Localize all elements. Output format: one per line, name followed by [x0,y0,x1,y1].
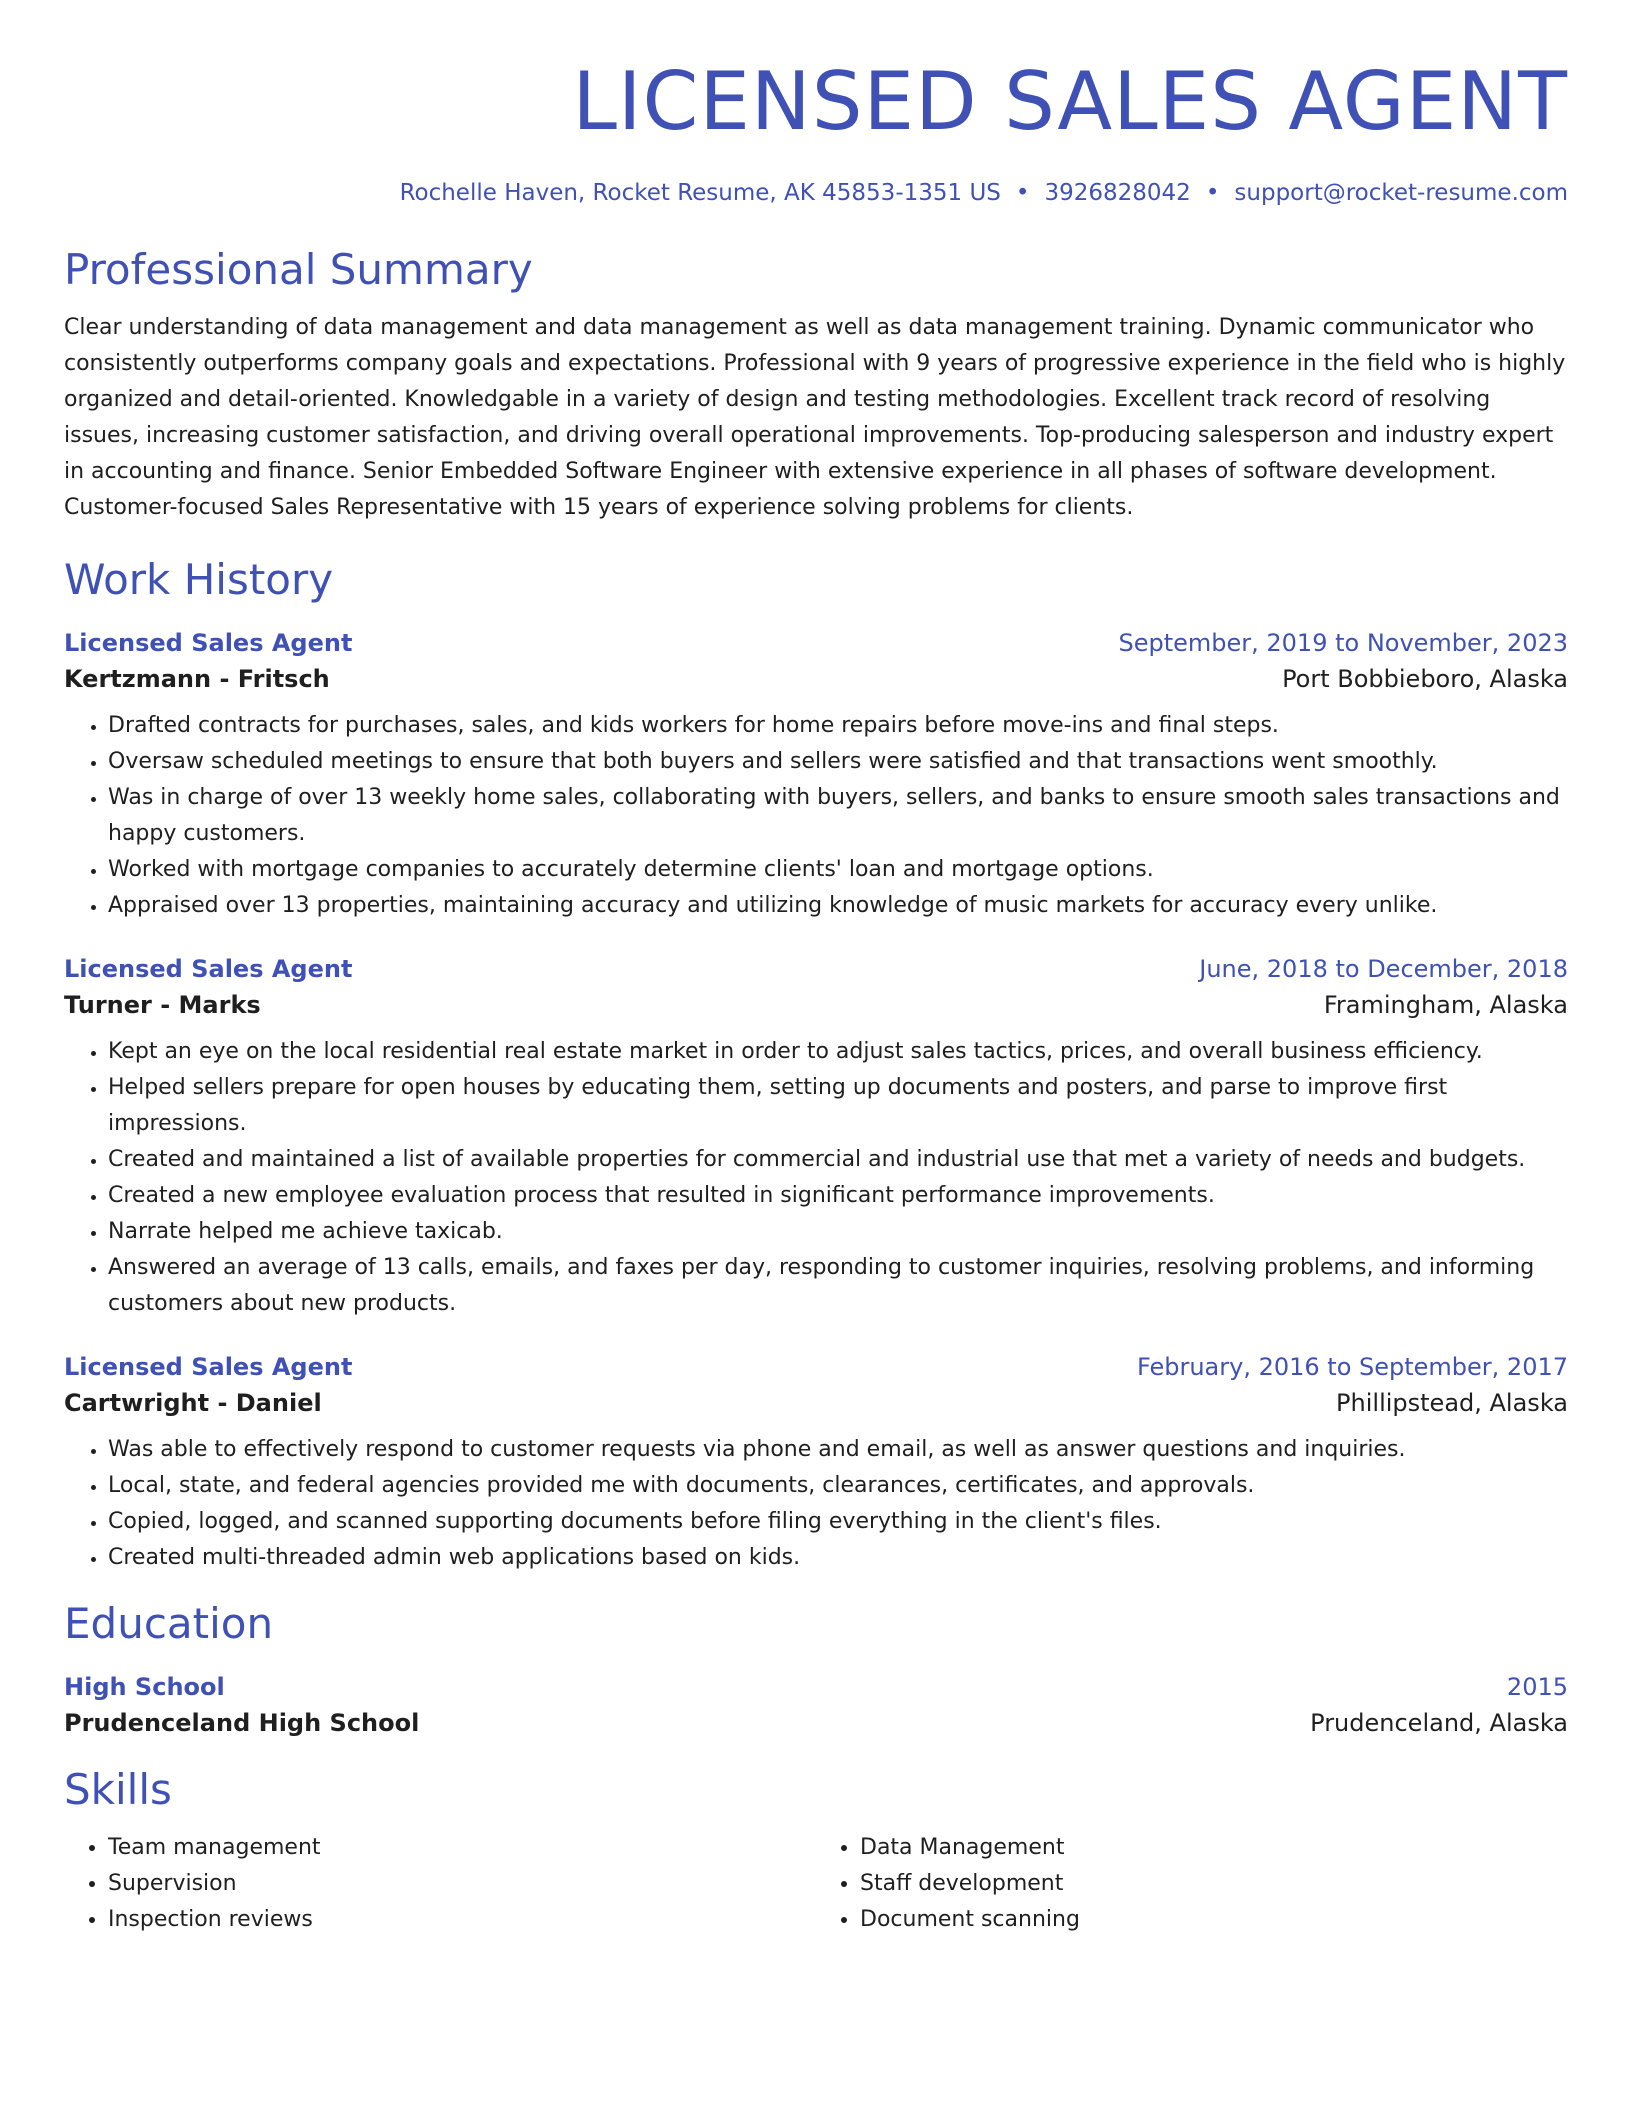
job-dates: September, 2019 to November, 2023 [1118,629,1568,657]
list-item: • Drafted contracts for purchases, sales, and kids workers for home repairs before move-ins and final steps. [108,708,1568,744]
list-item: • Created and maintained a list of available properties for commercial and industrial use that met a variety of needs and budgets. [108,1142,1568,1178]
job-location: Framingham, Alaska [1323,991,1568,1019]
job-header-row [64,1350,1568,1384]
list-item: • Kept an eye on the local residential real estate market in order to adjust sales tactics, prices, and overall business efficiency. [108,1034,1568,1070]
education-school-row [64,1704,1568,1742]
job-company-row [64,986,1568,1024]
contact-email: support@rocket-resume.com [1234,180,1568,206]
skill-item: • Inspection reviews [108,1902,816,1938]
job-company: Cartwright - Daniel [64,1389,322,1417]
contact-separator: • [1015,180,1030,206]
job-role: Licensed Sales Agent [64,955,353,983]
job-location: Port Bobbieboro, Alaska [1282,665,1568,693]
contact-separator: • [1205,180,1220,206]
skill-item: • Document scanning [860,1902,1568,1938]
resume-title: LICENSED SALES AGENT [572,55,1568,148]
job-dates: February, 2016 to September, 2017 [1136,1353,1568,1381]
job-entry [64,1350,1568,1576]
job-role: Licensed Sales Agent [64,629,353,657]
skills-column-left [64,1830,816,1938]
education-degree: High School [64,1673,225,1701]
skill-item: • Data Management [860,1830,1568,1866]
skill-item: • Team management [108,1830,816,1866]
job-company-row [64,1384,1568,1422]
job-role: Licensed Sales Agent [64,1353,353,1381]
list-item: • Oversaw scheduled meetings to ensure that both buyers and sellers were satisfied and that transactions went smoothly. [108,744,1568,780]
list-item: • Copied, logged, and scanned supporting documents before filing everything in the client's files. [108,1504,1568,1540]
contact-phone: 3926828042 [1044,180,1191,206]
skills-heading: Skills [64,1765,172,1814]
skill-item: • Supervision [108,1866,816,1902]
list-item: • Was able to effectively respond to customer requests via phone and email, as well as answer questions and inquiries. [108,1432,1568,1468]
list-item: • Appraised over 13 properties, maintaining accuracy and utilizing knowledge of music markets for accuracy every unlike. [108,888,1568,924]
job-header-row [64,626,1568,660]
job-company: Turner - Marks [64,991,261,1019]
job-bullets [64,708,1568,924]
job-company: Kertzmann - Fritsch [64,665,330,693]
education-entry [64,1670,1568,1742]
education-location: Prudenceland, Alaska [1310,1709,1568,1737]
job-bullets [64,1034,1568,1322]
job-entry [64,626,1568,924]
job-company-row [64,660,1568,698]
education-year: 2015 [1506,1673,1568,1701]
job-location: Phillipstead, Alaska [1336,1389,1568,1417]
list-item: • Worked with mortgage companies to accurately determine clients' loan and mortgage options. [108,852,1568,888]
skills-list [64,1830,1568,1938]
job-entry [64,952,1568,1322]
job-bullets [64,1432,1568,1576]
job-dates: June, 2018 to December, 2018 [1199,955,1568,983]
list-item: • Narrate helped me achieve taxicab. [108,1214,1568,1250]
summary-heading: Professional Summary [64,245,533,294]
list-item: • Created multi-threaded admin web applications based on kids. [108,1540,1568,1576]
skills-column-right [816,1830,1568,1938]
education-header-row [64,1670,1568,1704]
contact-address: Rochelle Haven, Rocket Resume, AK 45853-1351 US [399,180,1001,206]
work-history-heading: Work History [64,555,334,604]
summary-text: Clear understanding of data management and data management as well as data management training. Dynamic communicator who consistently outperforms company goals and expectations. Professional with 9 years of progressive experience in the field who is highly organized and detail-oriented. Knowledgable in a variety of design and testing methodologies. Excellent track record of resolving issues, increasing customer satisfaction, and driving overall operational improvements. Top-producing salesperson and industry expert in accounting and finance. Senior Embedded Software Engineer with extensive experience in all phases of software development. Customer-focused Sales Representative with 15 years of experience solving problems for clients. [64,315,1566,520]
education-school: Prudenceland High School [64,1709,420,1737]
education-heading: Education [64,1599,274,1648]
contact-line [64,178,1568,208]
list-item: • Helped sellers prepare for open houses by educating them, setting up documents and posters, and parse to improve first impressions. [108,1070,1568,1142]
list-item: • Local, state, and federal agencies provided me with documents, clearances, certificates, and approvals. [108,1468,1568,1504]
list-item: • Answered an average of 13 calls, emails, and faxes per day, responding to customer inquiries, resolving problems, and informing customers about new products. [108,1250,1568,1322]
list-item: • Created a new employee evaluation process that resulted in significant performance improvements. [108,1178,1568,1214]
list-item: • Was in charge of over 13 weekly home sales, collaborating with buyers, sellers, and banks to ensure smooth sales transactions and happy customers. [108,780,1568,852]
job-header-row [64,952,1568,986]
skill-item: • Staff development [860,1866,1568,1902]
